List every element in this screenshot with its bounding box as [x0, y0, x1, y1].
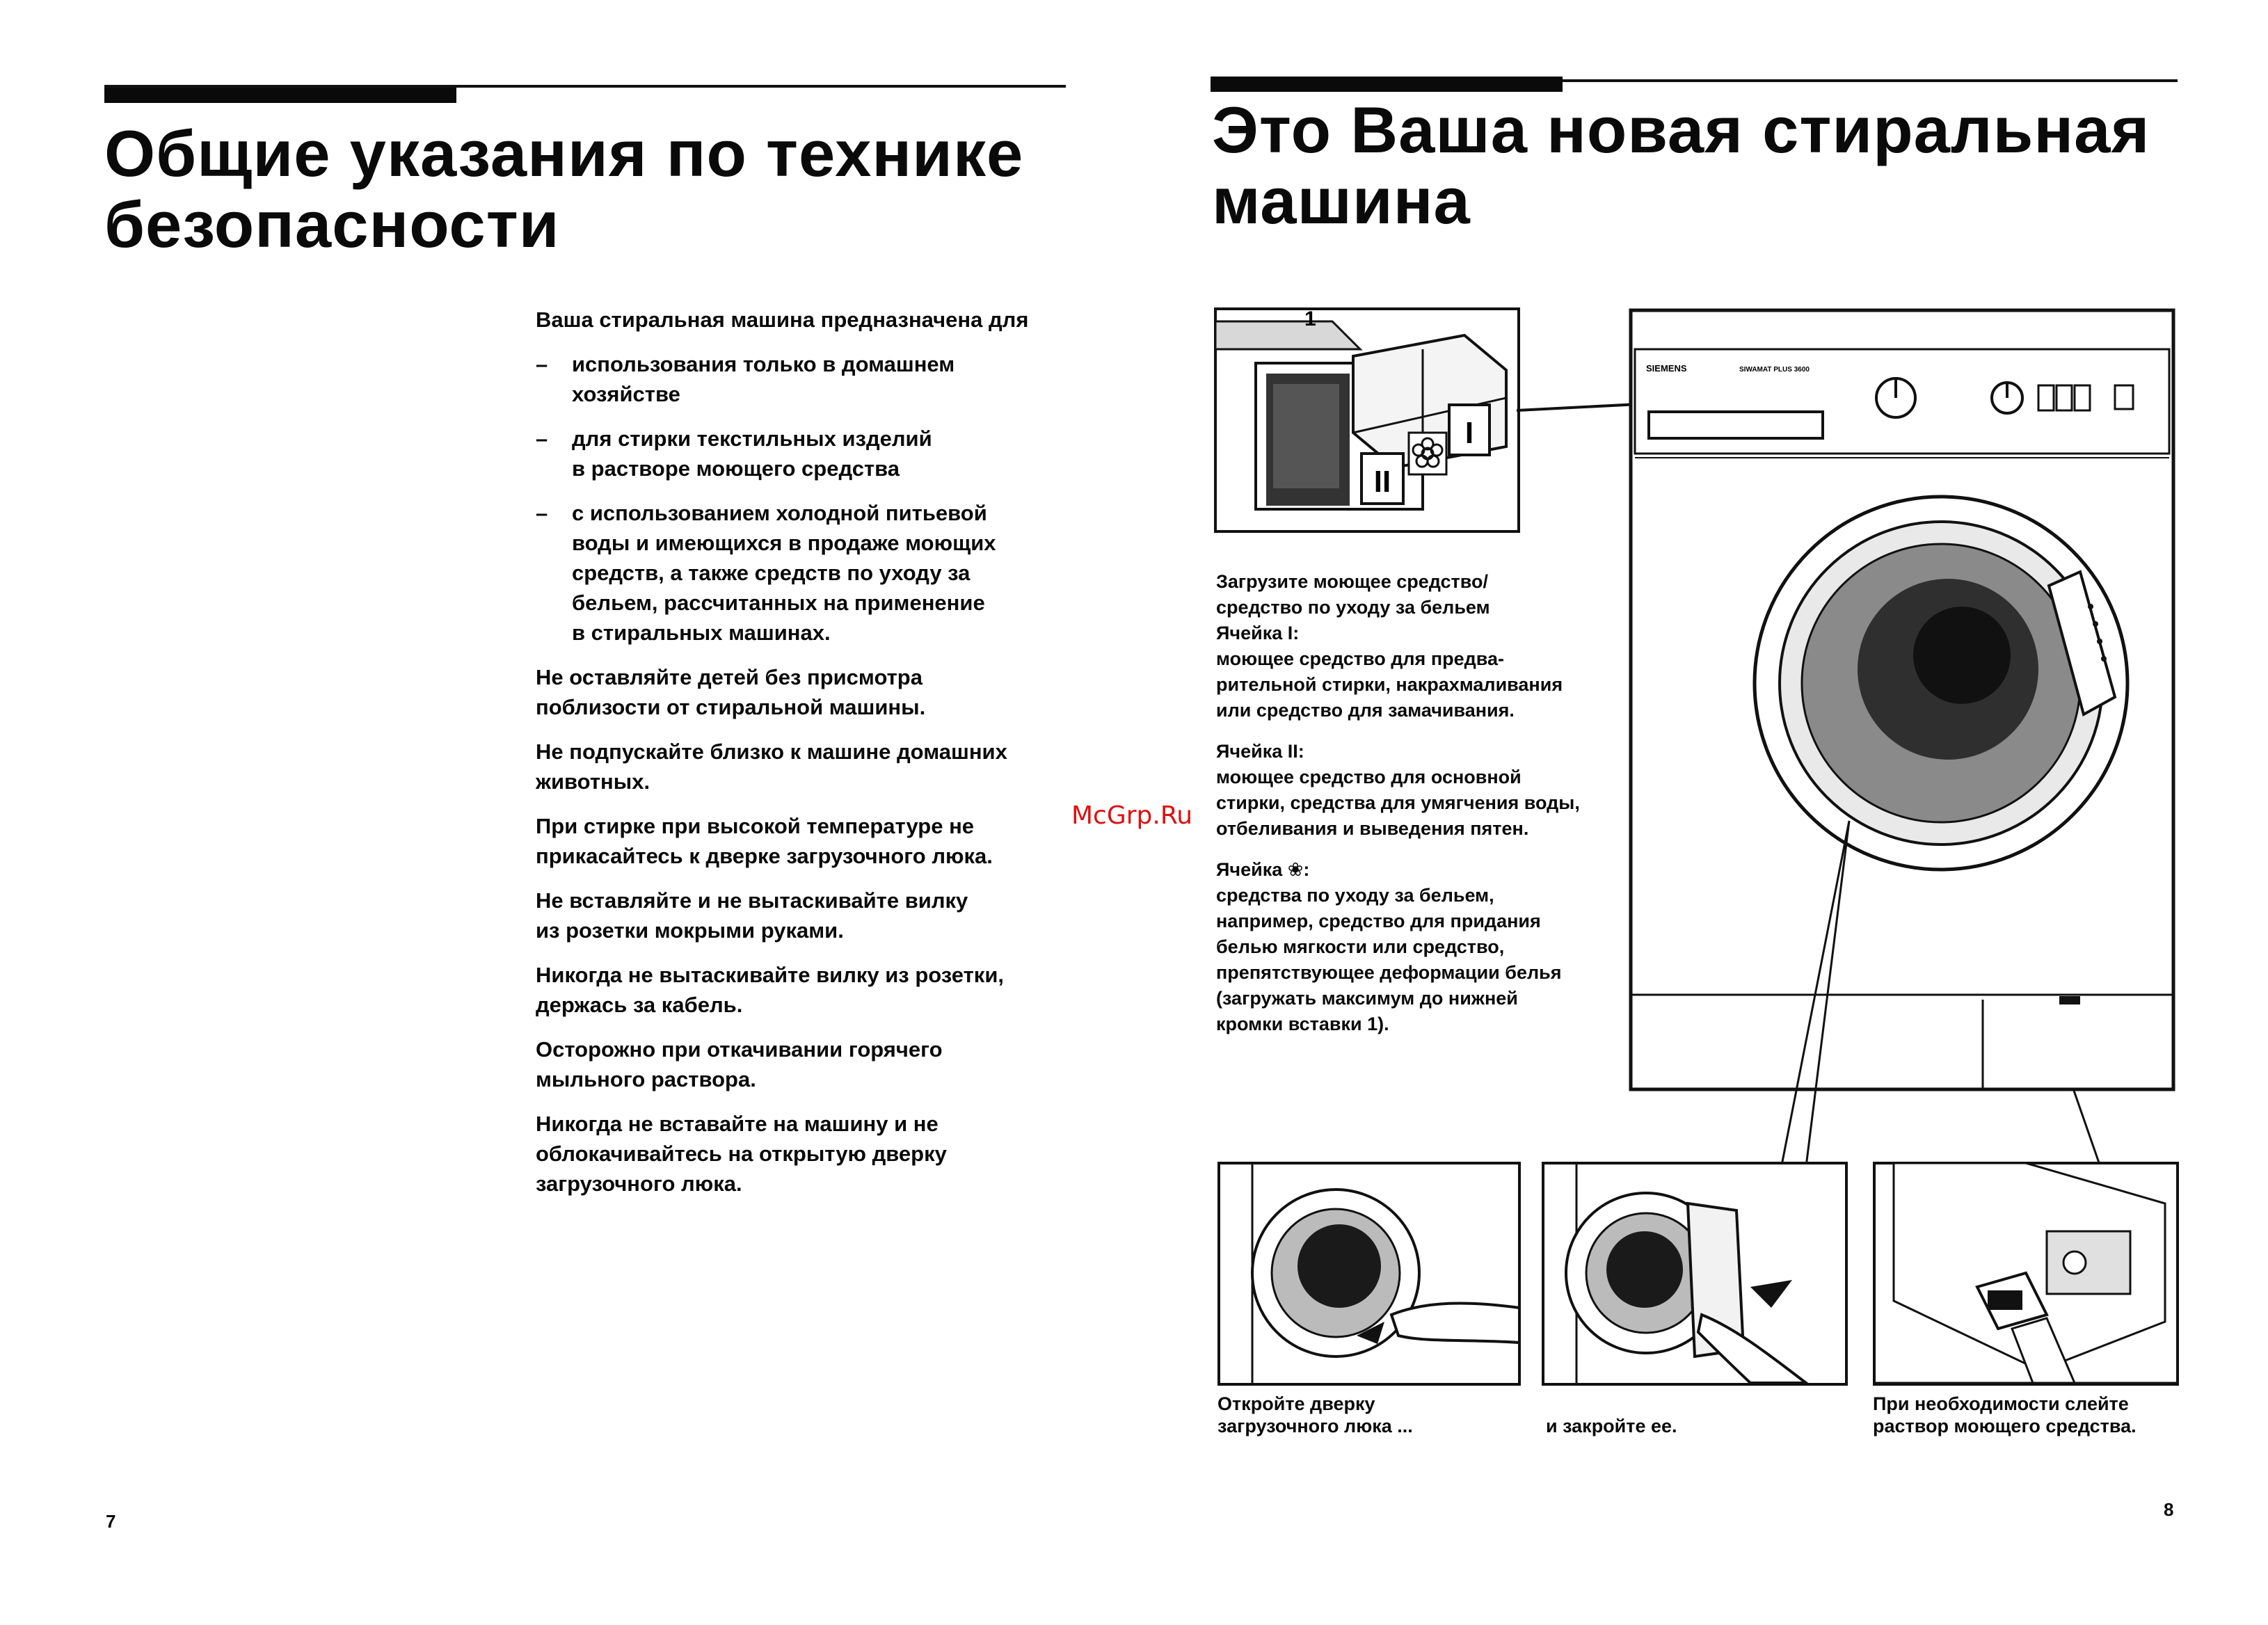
line: средств, а также средств по уходу за [572, 561, 971, 585]
watermark: McGrp.Ru [1071, 801, 1193, 830]
line: Никогда не вставайте на машину и не [536, 1112, 939, 1136]
line: Загрузите моющее средство/ [1216, 571, 1488, 592]
line: Не вставляйте и не вытаскивайте вилку [536, 888, 968, 913]
line: Никогда не вытаскивайте вилку из розетки, [536, 963, 1004, 987]
line: При стирке при высокой температуре не [536, 814, 975, 838]
right-page-title [1212, 95, 2150, 237]
line: с использованием холодной питьевой [572, 501, 987, 525]
line: или средство для замачивания. [1216, 700, 1515, 721]
line: хозяйстве [572, 382, 680, 406]
caption-open-door [1217, 1393, 1524, 1437]
temperature-knob-icon [1992, 383, 2022, 413]
safety-paragraph [536, 1109, 1064, 1199]
line: воды и имеющихся в продаже моющих [572, 531, 996, 555]
safety-text [536, 305, 1064, 1213]
intro: Ваша стиральная машина предназначена для [536, 307, 1029, 332]
cell-two-label: II [1373, 465, 1391, 499]
line: загрузочного люка. [536, 1171, 742, 1196]
line: стирки, средства для умягчения воды, [1216, 792, 1580, 813]
page-number-left: 7 [106, 1511, 116, 1532]
right-title-line: Это Ваша новая стиральная [1212, 93, 2150, 166]
line: бельем, рассчитанных на применение [572, 591, 985, 615]
line: животных. [536, 769, 650, 794]
line: поблизости от стиральной машины. [536, 695, 926, 719]
line: использования только в домашнем [572, 352, 955, 376]
step-drain-illustration [1873, 1162, 2179, 1386]
line: препятствующее деформации белья [1216, 962, 1562, 983]
step-close-door-illustration [1542, 1162, 1848, 1386]
list-item [536, 349, 1064, 409]
left-page-title [104, 118, 1023, 260]
caption-block [1216, 739, 1647, 842]
right-header-bar [1211, 77, 1563, 92]
line: загрузочного люка ... [1217, 1416, 1413, 1436]
line: рительной стирки, накрахмаливания [1216, 674, 1563, 695]
right-title-line: машина [1212, 164, 1471, 237]
left-title-line: безопасности [104, 188, 560, 261]
line: и закройте ее. [1546, 1416, 1677, 1436]
insert-number: 1 [1304, 307, 1316, 330]
left-header-bar [104, 88, 456, 103]
line: в стиральных машинах. [572, 621, 831, 645]
list-dash: – [536, 426, 548, 451]
line: для стирки текстильных изделий [572, 426, 932, 451]
caption-block [1216, 857, 1647, 1037]
line: мыльного раствора. [536, 1067, 756, 1091]
line: отбеливания и выведения пятен. [1216, 818, 1529, 839]
line: При необходимости слейте [1873, 1393, 2129, 1414]
safety-paragraph [536, 811, 1064, 871]
line: раствор моющего средства. [1873, 1416, 2137, 1436]
safety-paragraph [536, 737, 1064, 797]
line: Ячейка II: [1216, 741, 1304, 762]
line: Откройте дверку [1217, 1393, 1375, 1414]
safety-paragraph [536, 662, 1064, 722]
line: моющее средство для предва- [1216, 648, 1505, 669]
line: средства по уходу за бельем, [1216, 885, 1494, 906]
detergent-drawer-illustration [1214, 307, 1520, 533]
line: Ячейка ❀: [1216, 859, 1310, 880]
program-knob-icon [1876, 378, 1915, 417]
line: средство по уходу за бельем [1216, 597, 1490, 618]
caption-block [1216, 569, 1647, 723]
line: держась за кабель. [536, 993, 743, 1017]
list-item [536, 498, 1064, 648]
line: (загружать максимум до нижней [1216, 988, 1518, 1009]
list-item [536, 424, 1064, 483]
caption-close-door [1546, 1415, 1838, 1437]
compartment-caption [1216, 569, 1647, 1052]
caption-drain [1873, 1393, 2179, 1437]
step-open-door-illustration [1217, 1162, 1521, 1386]
line: Не подпускайте близко к машине домашних [536, 739, 1007, 764]
line: Не оставляйте детей без присмотра [536, 665, 923, 689]
line: моющее средство для основной [1216, 767, 1522, 787]
line: например, средство для придания [1216, 911, 1541, 931]
list-dash: – [536, 352, 548, 376]
line: облокачивайтесь на открытую дверку [536, 1142, 947, 1166]
step-pointer-lines [1767, 814, 2115, 1190]
line: Ячейка I: [1216, 623, 1300, 643]
machine-brand: SIEMENS [1646, 363, 1687, 374]
line: из розетки мокрыми руками. [536, 918, 844, 943]
left-title-line: Общие указания по технике [104, 117, 1024, 190]
cell-one-label: I [1464, 416, 1474, 450]
safety-paragraph [536, 886, 1064, 945]
line: в растворе моющего средства [572, 456, 900, 481]
line: Осторожно при откачивании горячего [536, 1037, 943, 1062]
line: кромки вставки 1). [1216, 1014, 1389, 1034]
safety-paragraph [536, 1034, 1064, 1094]
machine-model: SIWAMAT PLUS 3600 [1739, 366, 1810, 374]
list-dash: – [536, 501, 548, 525]
page-number-right: 8 [2164, 1499, 2174, 1520]
safety-paragraph [536, 960, 1064, 1020]
line: прикасайтесь к дверке загрузочного люка. [536, 844, 993, 868]
line: белью мягкости или средство, [1216, 936, 1505, 957]
